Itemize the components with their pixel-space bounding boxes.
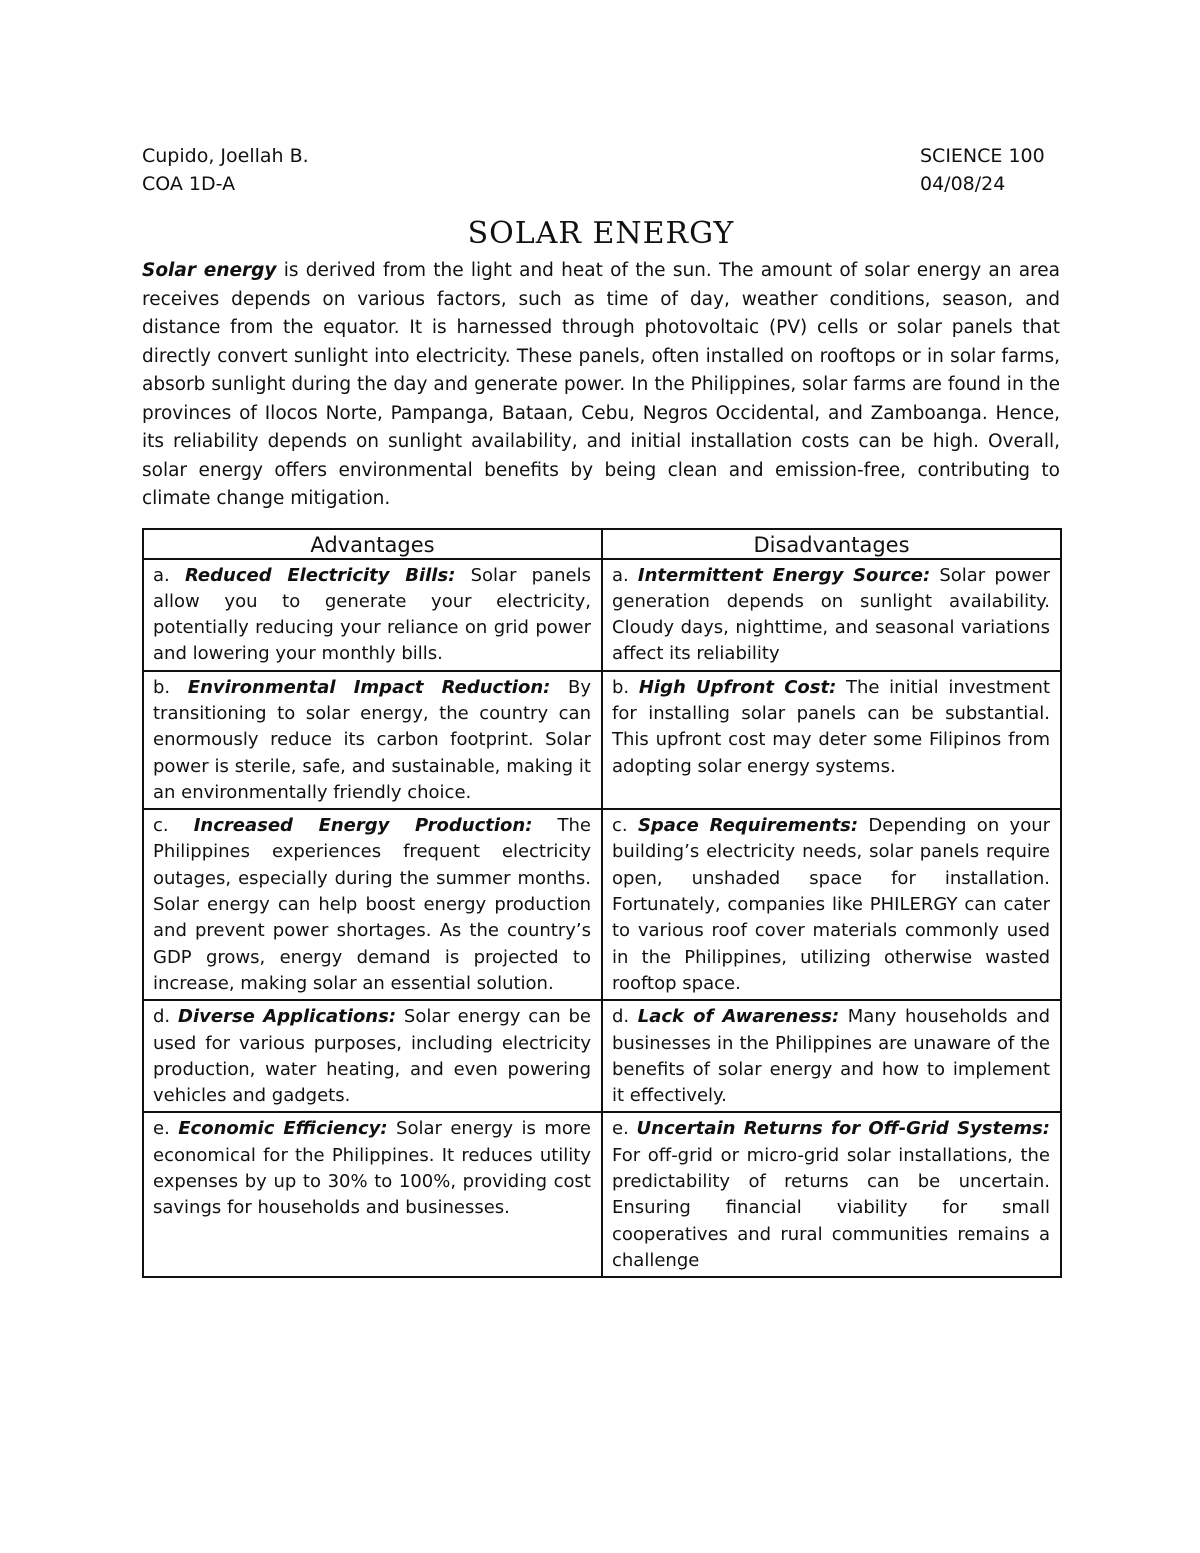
disadvantage-cell	[602, 1112, 1061, 1277]
advantage-cell	[143, 1000, 602, 1112]
item-title: Environmental Impact Reduction:	[187, 676, 551, 698]
disadvantages-header: Disadvantages	[602, 529, 1061, 559]
disadvantage-cell	[602, 1000, 1061, 1112]
item-title: Diverse Applications:	[178, 1006, 397, 1028]
item-title: High Upfront Cost:	[638, 676, 837, 698]
item-letter: d.	[612, 1006, 638, 1028]
item-text: Depending on your building’s electricity needs, solar panels require open, unshaded space for installation. Fortunately, companies like PHILERGY can cater to various roof cover materials commonly used in the Philippines, utilizing otherwise wasted rooftop space.	[612, 815, 1051, 994]
item-title: Increased Energy Production:	[193, 815, 533, 837]
disadvantage-cell	[602, 671, 1061, 809]
item-text: By transitioning to solar energy, the country can enormously reduce its carbon footprint. Solar power is sterile, safe, and sustainable, making it an environmentally friendly choice.	[153, 676, 591, 803]
item-text: Solar energy is more economical for the Philippines. It reduces utility expenses by up to 30% to 100%, providing cost savings for households and businesses.	[153, 1118, 591, 1219]
item-title: Lack of Awareness:	[637, 1006, 840, 1028]
item-letter: c.	[153, 815, 194, 837]
item-text: The initial investment for installing solar panels can be substantial. This upfront cost may deter some Filipinos from adopting solar energy systems.	[612, 676, 1050, 777]
item-title: Reduced Electricity Bills:	[184, 564, 456, 586]
item-text: Solar power generation depends on sunlight availability. Cloudy days, nighttime, and seasonal variations affect its reliability	[612, 564, 1050, 665]
item-letter: e.	[612, 1118, 637, 1140]
header-row-1	[142, 142, 1060, 170]
item-title: Intermittent Energy Source:	[637, 564, 931, 586]
item-text: Solar panels allow you to generate your electricity, potentially reducing your reliance on grid power and lowering your monthly bills.	[153, 564, 591, 665]
student-name: Cupido, Joellah B.	[142, 145, 309, 167]
item-text: The Philippines experiences frequent electricity outages, especially during the summer months. Solar energy can help boost energy production and prevent power shortages. As the country’s GDP grows, energy demand is projected to increase, making solar an essential solution.	[153, 815, 592, 994]
item-title: Uncertain Returns for Off-Grid Systems:	[636, 1118, 1050, 1140]
intro-text: is derived from the light and heat of the sun. The amount of solar energy an area receives depends on various factors, such as time of day, weather conditions, season, and distance from the equator. It is harnessed through photovoltaic (PV) cells or solar panels that directly convert sunlight into electricity. These panels, often installed on rooftops or in solar farms, absorb sunlight during the day and generate power. In the Philippines, solar farms are found in the provinces of Ilocos Norte, Pampanga, Bataan, Cebu, Negros Occidental, and Zamboanga. Hence, its reliability depends on sunlight availability, and initial installation costs can be high. Overall, solar energy offers environmental benefits by being clean and emission-free, contributing to climate change mitigation.	[142, 260, 1060, 509]
course-code: SCIENCE 100	[920, 145, 1045, 167]
advantage-cell	[143, 1112, 602, 1277]
item-letter: e.	[153, 1118, 179, 1140]
item-letter: d.	[153, 1006, 179, 1028]
intro-term: Solar energy	[142, 260, 277, 281]
advantage-cell	[143, 809, 602, 1000]
item-title: Space Requirements:	[637, 815, 859, 837]
table-header-row	[143, 529, 1061, 559]
table-row	[143, 1112, 1061, 1277]
table-row	[143, 1000, 1061, 1112]
document-page	[142, 142, 1060, 1278]
table-row	[143, 671, 1061, 809]
item-text: For off-grid or micro-grid solar installations, the predictability of returns can be uncertain. Ensuring financial viability for small cooperatives and rural communities remains a challenge	[612, 1144, 1050, 1271]
disadvantage-cell	[602, 559, 1061, 671]
table-row	[143, 809, 1061, 1000]
item-letter: a.	[153, 564, 185, 586]
item-letter: c.	[612, 815, 638, 837]
table-row	[143, 559, 1061, 671]
item-text: Many households and businesses in the Philippines are unaware of the benefits of solar energy and how to implement it effectively.	[612, 1006, 1050, 1107]
student-section: COA 1D-A	[142, 173, 236, 195]
comparison-table	[142, 528, 1062, 1279]
item-text: Solar energy can be used for various purposes, including electricity production, water heating, and even powering vehicles and gadgets.	[153, 1006, 592, 1107]
item-letter: b.	[153, 676, 188, 698]
item-letter: a.	[612, 564, 638, 586]
advantages-header: Advantages	[143, 529, 602, 559]
disadvantage-cell	[602, 809, 1061, 1000]
advantage-cell	[143, 671, 602, 809]
document-title: SOLAR ENERGY	[467, 216, 735, 251]
advantage-cell	[143, 559, 602, 671]
header-row-2	[142, 170, 1060, 198]
submission-date: 04/08/24	[920, 173, 1006, 195]
item-title: Economic Efficiency:	[178, 1118, 388, 1140]
intro-paragraph	[142, 257, 1060, 514]
item-letter: b.	[612, 676, 639, 698]
